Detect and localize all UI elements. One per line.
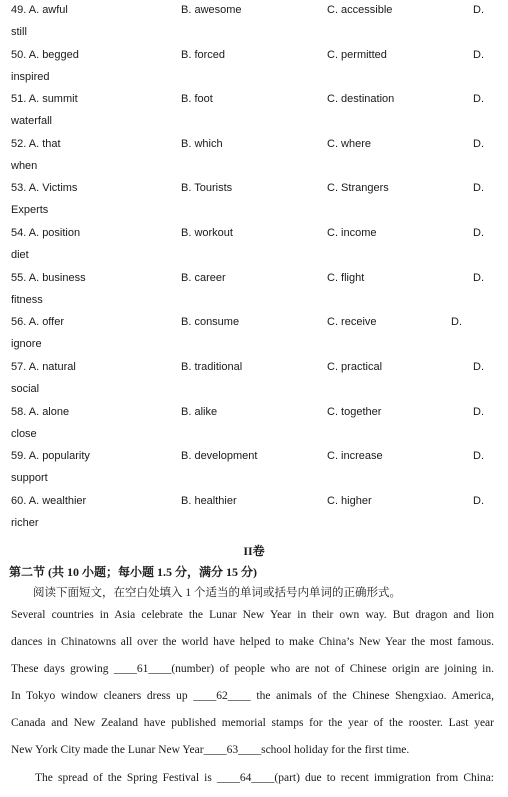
option-d: diet	[11, 249, 29, 261]
question-54	[0, 223, 508, 268]
option-d-label: D.	[473, 227, 484, 239]
volume-title: II卷	[243, 544, 265, 558]
option-d: when	[11, 160, 38, 172]
option-a: 58. A. alone	[11, 406, 70, 418]
option-d: fitness	[11, 294, 43, 306]
question-59	[0, 446, 508, 491]
option-b: B. forced	[181, 49, 226, 61]
option-d-label: D.	[473, 450, 484, 462]
option-d-label: D.	[473, 182, 484, 194]
option-c: C. accessible	[327, 4, 393, 16]
option-d: richer	[11, 517, 39, 529]
question-49	[0, 0, 508, 45]
option-a: 53. A. Victims	[11, 182, 78, 194]
option-c: C. together	[327, 406, 382, 418]
question-58	[0, 402, 508, 447]
instruction-text: 阅读下面短文，在空白处填入 1 个适当的单词或括号内单词的正确形式。	[33, 587, 401, 599]
option-d-label: D.	[451, 316, 462, 328]
option-b: B. workout	[181, 227, 233, 239]
option-a: 56. A. offer	[11, 316, 65, 328]
section-title: 第二节 (共 10 小题；每小题 1.5 分，满分 15 分)	[9, 565, 257, 579]
option-c: C. Strangers	[327, 182, 389, 194]
option-c: C. receive	[327, 316, 377, 328]
question-56	[0, 312, 508, 357]
option-c: C. flight	[327, 272, 365, 284]
option-a: 57. A. natural	[11, 361, 76, 373]
option-d-label: D.	[473, 361, 484, 373]
option-a: 49. A. awful	[11, 4, 68, 16]
option-c: C. income	[327, 227, 377, 239]
option-a: 60. A. wealthier	[11, 495, 87, 507]
option-b: B. foot	[181, 93, 213, 105]
option-d: ignore	[11, 338, 42, 350]
option-d: still	[11, 26, 27, 38]
option-b: B. Tourists	[181, 182, 233, 194]
option-a: 59. A. popularity	[11, 450, 90, 462]
passage-line: In Tokyo window cleaners dress up ____62____ the animals of the Chinese Shengxiao. America,	[11, 690, 494, 702]
question-53	[0, 178, 508, 223]
option-d-label: D.	[473, 495, 484, 507]
passage-line: The spread of the Spring Festival is ____64____(part) due to recent immigration from China:	[35, 772, 494, 784]
option-c: C. where	[327, 138, 372, 150]
option-b: B. alike	[181, 406, 218, 418]
option-a: 50. A. begged	[11, 49, 79, 61]
option-d-label: D.	[473, 49, 484, 61]
option-d: social	[11, 383, 40, 395]
question-55	[0, 268, 508, 313]
option-a: 51. A. summit	[11, 93, 78, 105]
option-d-label: D.	[473, 138, 484, 150]
option-b: B. which	[181, 138, 223, 150]
option-c: C. destination	[327, 93, 395, 105]
question-51	[0, 89, 508, 134]
option-a: 55. A. business	[11, 272, 86, 284]
option-a: 54. A. position	[11, 227, 81, 239]
option-d: close	[11, 428, 37, 440]
option-c: C. increase	[327, 450, 383, 462]
option-a: 52. A. that	[11, 138, 61, 150]
passage-line: These days growing ____61____(number) of people who are not of Chinese origin are joining in.	[11, 663, 494, 675]
question-50	[0, 45, 508, 90]
option-d-label: D.	[473, 93, 484, 105]
passage-line: dances in Chinatowns all over the world have helped to make China’s New Year the most famous.	[11, 636, 494, 648]
option-b: B. development	[181, 450, 258, 462]
option-d: support	[11, 472, 48, 484]
option-b: B. consume	[181, 316, 240, 328]
option-c: C. permitted	[327, 49, 387, 61]
option-b: B. healthier	[181, 495, 237, 507]
option-b: B. awesome	[181, 4, 242, 16]
question-60	[0, 491, 508, 536]
option-b: B. career	[181, 272, 226, 284]
option-d-label: D.	[473, 406, 484, 418]
passage-line: Canada and New Zealand have published memorial stamps for the year of the rooster. Last year	[11, 717, 494, 729]
option-d: inspired	[11, 71, 50, 83]
option-b: B. traditional	[181, 361, 243, 373]
option-d: waterfall	[11, 115, 52, 127]
question-52	[0, 134, 508, 179]
option-d-label: D.	[473, 272, 484, 284]
option-d-label: D.	[473, 4, 484, 16]
question-57	[0, 357, 508, 402]
option-c: C. higher	[327, 495, 372, 507]
option-c: C. practical	[327, 361, 383, 373]
passage-line: Several countries in Asia celebrate the Lunar New Year in their own way. But dragon and lion	[11, 609, 494, 621]
option-d: Experts	[11, 204, 49, 216]
passage-line: New York City made the Lunar New Year____63____school holiday for the first time.	[11, 744, 410, 756]
